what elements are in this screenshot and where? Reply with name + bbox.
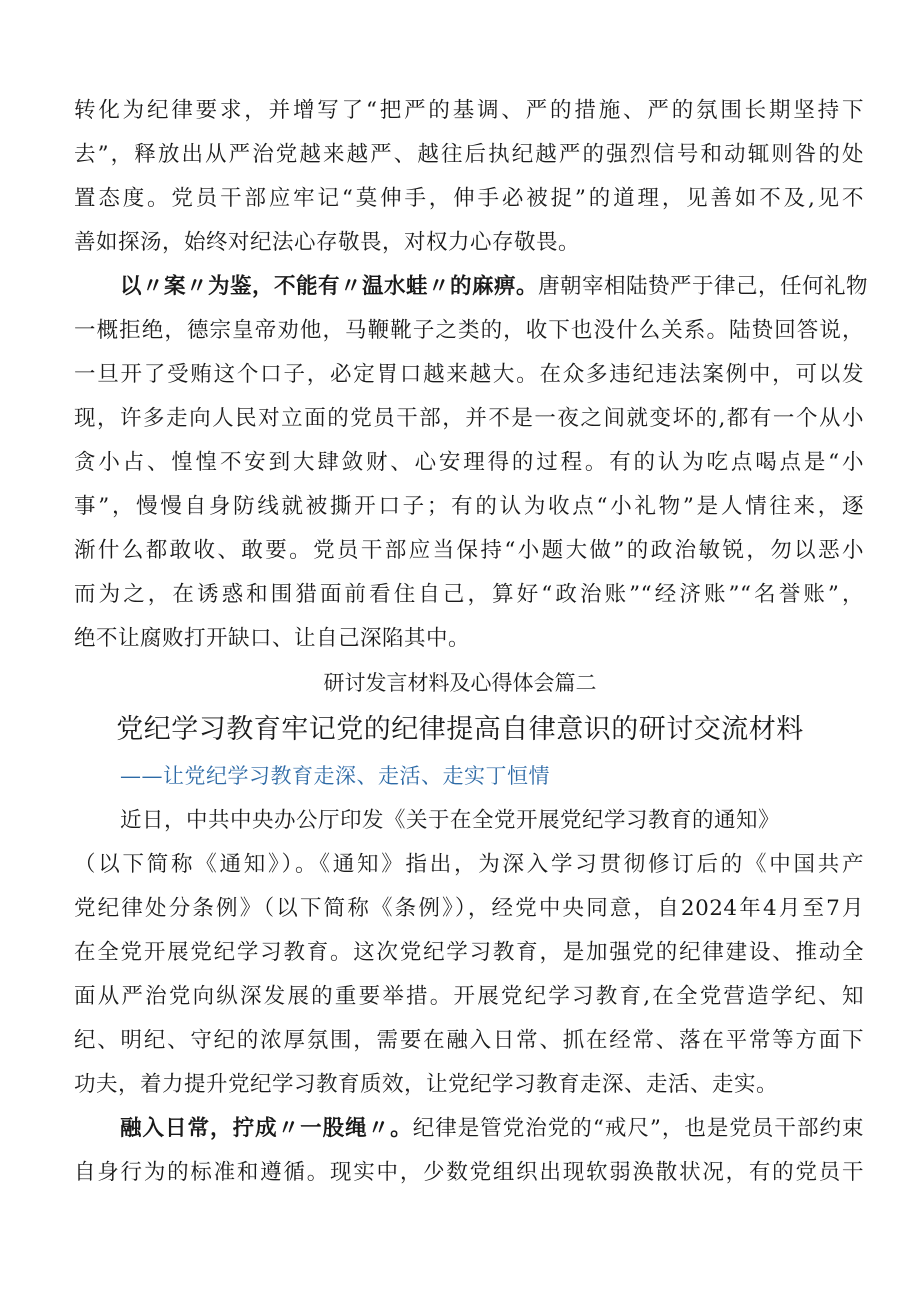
text-line: 面从严治党向纵深发展的重要举措。开展党纪学习教育,在全党营造学纪、知 xyxy=(74,984,864,1009)
text-line: 事”，慢慢自身防线就被撕开口子；有的认为收点“小礼物”是人情往来，逐 xyxy=(74,494,864,519)
text-line: 去”，释放出从严治党越来越严、越往后执纪越严的强烈信号和动辄则咎的处 xyxy=(74,142,864,167)
text-line: 渐什么都敢收、敢要。党员干部应当保持“小题大做”的政治敏锐，勿以恶小 xyxy=(74,538,864,563)
document-subtitle: ——让党纪学习教育走深、走活、走实丁恒情 xyxy=(120,764,550,788)
text-line: 一概拒绝，德宗皇帝劝他，马鞭靴子之类的，收下也没什么关系。陆贽回答说， xyxy=(74,318,864,343)
paragraph-first-line: 近日，中共中央办公厅印发《关于在全党开展党纪学习教育的通知》 xyxy=(120,808,781,833)
section-heading: 研讨发言材料及心得体会篇二 xyxy=(323,671,597,695)
text-line: （以下简称《通知》）。《通知》指出，为深入学习贯彻修订后的《中国共产 xyxy=(74,852,864,877)
paragraph-first-line xyxy=(120,1114,864,1144)
paragraph-heading: 以〃案〃为鉴，不能有〃温水蛙〃的麻痹。 xyxy=(120,274,539,299)
text-line: 善如探汤，始终对纪法心存敬畏，对权力心存敬畏。 xyxy=(74,230,581,255)
text-line: 在全党开展党纪学习教育。这次党纪学习教育，是加强党的纪律建设、推动全 xyxy=(74,940,864,965)
text-line: 现，许多走向人民对立面的党员干部，并不是一夜之间就变坏的,都有一个从小 xyxy=(74,406,864,431)
paragraph-text: 唐朝宰相陆贽严于律己，任何礼物 xyxy=(538,274,869,299)
text-line: 置态度。党员干部应牢记“莫伸手，伸手必被捉”的道理，见善如不及,见不 xyxy=(74,186,864,211)
paragraph-text: 纪律是管党治党的“戒尺”，也是党员干部约束 xyxy=(412,1116,864,1141)
text-line: 贪小占、惶惶不安到大肆敛财、心安理得的过程。有的认为吃点喝点是“小 xyxy=(74,450,864,475)
text-line: 绝不让腐败打开缺口、让自己深陷其中。 xyxy=(74,626,471,651)
text-line: 转化为纪律要求，并增写了“把严的基调、严的措施、严的氛围长期坚持下 xyxy=(74,98,864,123)
paragraph-first-line xyxy=(120,272,869,302)
text-line: 党纪律处分条例》（以下简称《条例》），经党中央同意，自2024年4月至7月 xyxy=(74,896,864,921)
text-line: 纪、明纪、守纪的浓厚氛围，需要在融入日常、抓在经常、落在平常等方面下 xyxy=(74,1028,864,1053)
text-line: 一旦开了受贿这个口子，必定胃口越来越大。在众多违纪违法案例中，可以发 xyxy=(74,362,864,387)
paragraph-heading: 融入日常，拧成〃一股绳〃。 xyxy=(120,1116,413,1141)
text-line: 自身行为的标准和遵循。现实中，少数党组织出现软弱涣散状况，有的党员干 xyxy=(74,1160,864,1185)
text-line: 而为之，在诱惑和围猎面前看住自己，算好“政治账”“经济账”“名誉账”， xyxy=(74,582,864,607)
text-line: 功夫，着力提升党纪学习教育质效，让党纪学习教育走深、走活、走实。 xyxy=(74,1072,779,1097)
document-title: 党纪学习教育牢记党的纪律提高自律意识的研讨交流材料 xyxy=(116,714,804,745)
